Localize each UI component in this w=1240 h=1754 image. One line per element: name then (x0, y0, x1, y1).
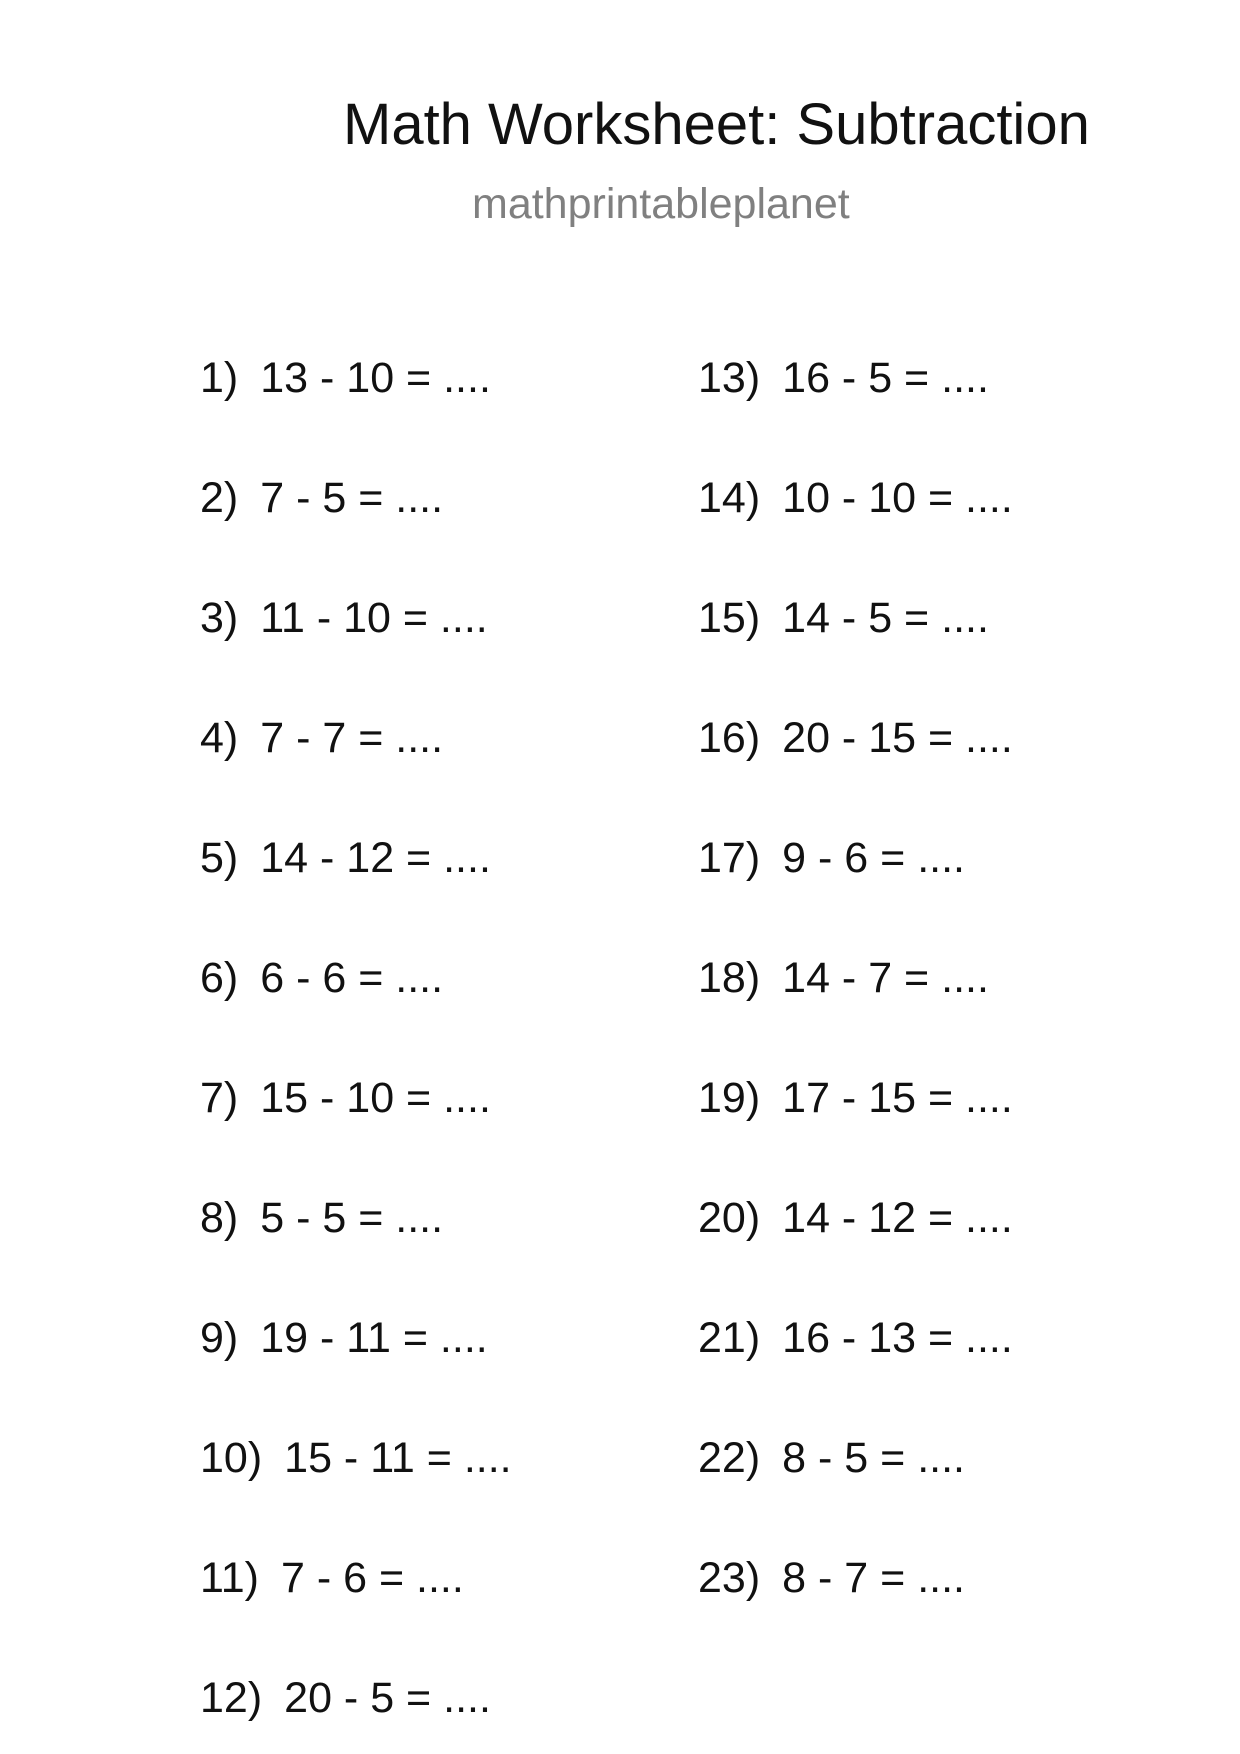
problem-expression: 17 - 15 = .... (782, 1074, 1013, 1122)
problem-number: 19) (698, 1074, 761, 1122)
problem-18 (698, 954, 989, 1002)
problem-4 (200, 714, 444, 762)
problem-expression: 14 - 5 = .... (782, 594, 989, 642)
problem-expression: 11 - 10 = .... (260, 594, 488, 642)
problem-number: 13) (698, 354, 761, 402)
problem-expression: 14 - 12 = .... (260, 834, 491, 882)
problem-number: 10) (200, 1434, 263, 1482)
problem-expression: 16 - 5 = .... (782, 354, 989, 402)
problem-expression: 14 - 12 = .... (782, 1194, 1013, 1242)
page-title: Math Worksheet: Subtraction (343, 92, 1090, 157)
problem-number: 20) (698, 1194, 761, 1242)
problem-expression: 20 - 5 = .... (284, 1674, 491, 1722)
site-name: mathprintableplanet (472, 180, 850, 228)
problem-number: 5) (200, 834, 239, 882)
problem-number: 1) (200, 354, 239, 402)
problem-expression: 8 - 7 = .... (782, 1554, 965, 1602)
problem-number: 21) (698, 1314, 761, 1362)
problem-number: 14) (698, 474, 761, 522)
problem-8 (200, 1194, 444, 1242)
problem-number: 3) (200, 594, 239, 642)
problem-expression: 10 - 10 = .... (782, 474, 1013, 522)
problem-2 (200, 474, 444, 522)
problem-17 (698, 834, 965, 882)
problem-expression: 7 - 5 = .... (260, 474, 444, 522)
problem-expression: 6 - 6 = .... (260, 954, 444, 1002)
problem-expression: 7 - 6 = .... (280, 1554, 464, 1602)
problem-16 (698, 714, 1013, 762)
problem-21 (698, 1314, 1013, 1362)
problem-number: 8) (200, 1194, 239, 1242)
problem-6 (200, 954, 444, 1002)
problem-number: 7) (200, 1074, 239, 1122)
problem-expression: 9 - 6 = .... (782, 834, 965, 882)
problem-10 (200, 1434, 512, 1482)
problem-23 (698, 1554, 965, 1602)
problem-expression: 15 - 10 = .... (260, 1074, 491, 1122)
problem-1 (200, 354, 491, 402)
problem-5 (200, 834, 491, 882)
problem-13 (698, 354, 989, 402)
problem-9 (200, 1314, 488, 1362)
problem-expression: 20 - 15 = .... (782, 714, 1013, 762)
problem-19 (698, 1074, 1013, 1122)
problem-22 (698, 1434, 965, 1482)
problem-expression: 19 - 11 = .... (260, 1314, 488, 1362)
problem-number: 9) (200, 1314, 239, 1362)
problem-number: 15) (698, 594, 761, 642)
problem-7 (200, 1074, 491, 1122)
problem-number: 4) (200, 714, 239, 762)
problem-expression: 7 - 7 = .... (260, 714, 444, 762)
problem-11 (200, 1554, 464, 1602)
problem-number: 2) (200, 474, 239, 522)
problem-number: 18) (698, 954, 761, 1002)
problem-number: 23) (698, 1554, 761, 1602)
problem-expression: 15 - 11 = .... (284, 1434, 512, 1482)
problem-expression: 8 - 5 = .... (782, 1434, 965, 1482)
problem-15 (698, 594, 989, 642)
problem-expression: 13 - 10 = .... (260, 354, 491, 402)
problem-12 (200, 1674, 491, 1722)
problem-expression: 5 - 5 = .... (260, 1194, 444, 1242)
problem-14 (698, 474, 1013, 522)
problem-number: 12) (200, 1674, 263, 1722)
problem-number: 22) (698, 1434, 761, 1482)
problem-expression: 16 - 13 = .... (782, 1314, 1013, 1362)
problem-20 (698, 1194, 1013, 1242)
problem-number: 6) (200, 954, 239, 1002)
problem-3 (200, 594, 488, 642)
problem-number: 11) (200, 1554, 259, 1602)
problem-expression: 14 - 7 = .... (782, 954, 989, 1002)
problem-number: 17) (698, 834, 761, 882)
problem-number: 16) (698, 714, 761, 762)
